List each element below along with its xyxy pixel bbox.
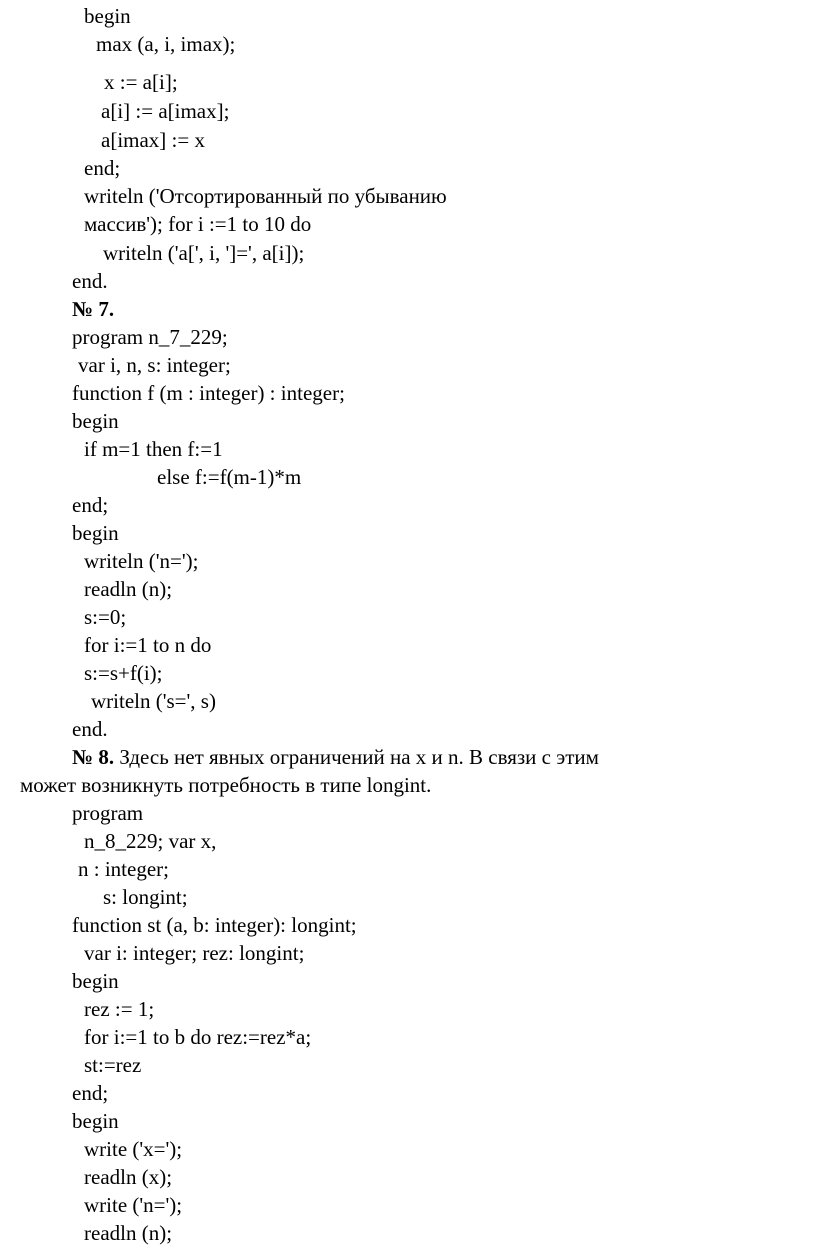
code-line: s:=s+f(i); — [84, 661, 163, 685]
code-line: a[imax] := x — [101, 128, 205, 152]
code-line: end; — [72, 1081, 109, 1105]
code-line: begin — [72, 1109, 119, 1133]
code-line: write ('n='); — [84, 1193, 183, 1217]
code-line: writeln ('s=', s) — [91, 689, 216, 713]
code-line: n_8_229; var x, — [84, 829, 217, 853]
code-line: rez := 1; — [84, 997, 155, 1021]
code-line: begin — [72, 409, 119, 433]
code-line: var i, n, s: integer; — [78, 353, 231, 377]
code-line: st:=rez — [84, 1053, 142, 1077]
code-line: for i:=1 to b do rez:=rez*a; — [84, 1025, 312, 1049]
code-line: readln (n); — [84, 1221, 173, 1245]
code-line: program n_7_229; — [72, 325, 228, 349]
code-line: begin — [72, 969, 119, 993]
code-line: begin — [72, 521, 119, 545]
code-line: end; — [84, 156, 121, 180]
task-8-text-line1: Здесь нет явных ограничений на x и n. В связи с этим — [119, 745, 599, 769]
code-line: for i:=1 to n do — [84, 633, 212, 657]
code-line: readln (x); — [84, 1165, 173, 1189]
code-line: readln (n); — [84, 577, 173, 601]
task-8-paragraph — [72, 745, 599, 769]
code-line: массив'); for i :=1 to 10 do — [84, 212, 312, 236]
task-heading-7: № 7. — [72, 297, 115, 321]
code-line: end. — [72, 269, 108, 293]
code-line: a[i] := a[imax]; — [101, 99, 230, 123]
code-line: write ('x='); — [84, 1137, 183, 1161]
code-line: var i: integer; rez: longint; — [84, 941, 305, 965]
code-line: begin — [84, 4, 131, 28]
code-line: else f:=f(m-1)*m — [157, 465, 302, 489]
code-line: end. — [72, 717, 108, 741]
code-line: writeln ('a[', i, ']=', a[i]); — [103, 241, 305, 265]
code-line: s: longint; — [103, 885, 188, 909]
code-line: writeln ('Отсортированный по убыванию — [84, 184, 447, 208]
code-line: s:=0; — [84, 605, 127, 629]
code-line: function f (m : integer) : integer; — [72, 381, 345, 405]
code-line: program — [72, 801, 144, 825]
code-line: writeln ('n='); — [84, 549, 199, 573]
task-8-text-line2: может возникнуть потребность в типе longint. — [20, 773, 432, 797]
code-line: function st (a, b: integer): longint; — [72, 913, 357, 937]
code-line: if m=1 then f:=1 — [84, 437, 223, 461]
code-line: end; — [72, 493, 109, 517]
code-line: n : integer; — [78, 857, 169, 881]
task-heading-8: № 8. — [72, 745, 115, 769]
code-line: x := a[i]; — [104, 70, 178, 94]
code-line: max (a, i, imax); — [96, 32, 236, 56]
